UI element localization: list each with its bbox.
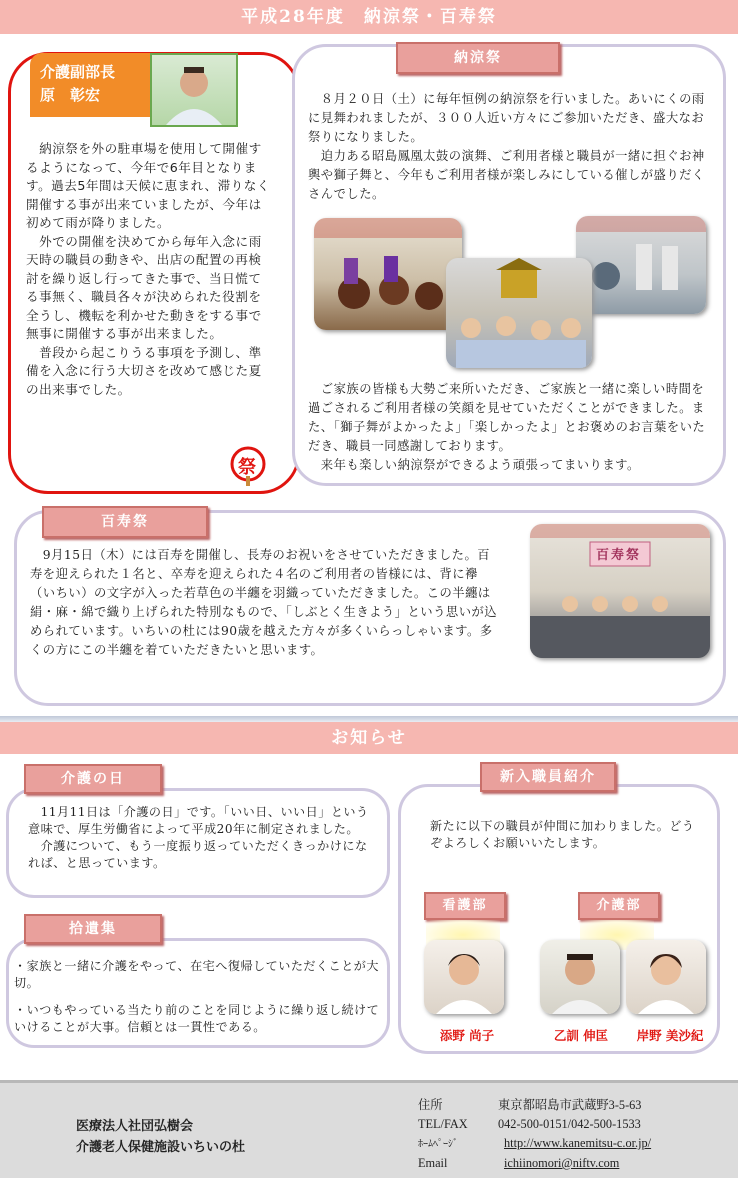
noryosai-outro-para: ご家族の皆様も大勢ご来所いただき、ご家族と一緒に楽しい時間を過ごされるご利用者様の笑顔を見せていただくことができました。また、「獅子舞がよかったよ」「楽しかったよ」とお褒めのお言葉をいただき、職員一同感謝しております。	[308, 382, 706, 453]
portrait-icon	[540, 940, 620, 1014]
essay-para: 納涼祭を外の駐車場を使用して開催するようになって、今年で6年目となります。過去5年間は天候に恵まれ、滞りなく開催する事が出来ていましたが、今年は初めて雨が降りました。	[26, 141, 270, 230]
org-name: 医療法人社団弘樹会	[76, 1119, 194, 1134]
footer-org	[76, 1116, 245, 1158]
noryosai-intro-para: ８月２０日（土）に毎年恒例の納涼祭を行いました。あいにくの雨に見舞われましたが、３００人近い方々にご参加いただき、盛大なお祭りになりました。	[308, 92, 705, 144]
kaigo-day-text	[28, 804, 374, 872]
staff-photo	[626, 940, 706, 1014]
festival-stamp-icon	[228, 446, 268, 486]
portrait-icon	[626, 940, 706, 1014]
email-link[interactable]: ichiinomori@niftv.com	[504, 1156, 620, 1170]
hyakuju-banner-text: 百寿祭	[596, 548, 642, 563]
photo-shishimai	[576, 216, 706, 314]
shuiishu-list	[14, 958, 384, 1036]
shuiishu-item: ・家族と一緒に介護をやって、在宅へ復帰していただくことが大切。	[14, 959, 379, 990]
director-photo	[150, 53, 238, 127]
noryosai-outro-para: 来年も楽しい納涼祭ができるよう頑張ってまいります。	[308, 458, 640, 472]
shuiishu-heading: 拾遺集	[24, 914, 162, 944]
notice-title: お知らせ	[331, 728, 407, 748]
staff-name: 添野 尚子	[439, 1028, 495, 1043]
hyakujusai-text: 9月15日（木）には百寿を開催し、長寿のお祝いをさせていただきました。百寿を迎えられた１名と、卒寿を迎えられた４名のご利用者の皆様には、背に襷（いちい）の文字が入った若草色の半纏を羽織っていただきました。この半纏は絹・麻・綿で織り上げられた特別なもので、「しぶとく生きよう」という思いが込められています。いちいの杜には90歳を越えた方々が多くいらっしゃいます。多くの方にこの半纏を着ていただきたいと思います。	[30, 548, 498, 657]
director-role: 介護副部長	[40, 63, 116, 81]
web-label: ﾎｰﾑﾍﾟｰｼﾞ	[418, 1139, 458, 1150]
photo-hyakuju-stage	[530, 524, 710, 658]
hyakujusai-heading: 百寿祭	[42, 506, 208, 538]
staff-name: 岸野 美沙紀	[636, 1028, 704, 1043]
email-label: Email	[418, 1156, 448, 1170]
noryosai-heading: 納涼祭	[396, 42, 560, 74]
page-title: 平成28年度 納涼祭・百寿祭	[241, 7, 497, 27]
new-staff-intro: 新たに以下の職員が仲間に加わりました。どうぞよろしくお願いいたします。	[430, 819, 695, 850]
portrait-icon	[424, 940, 504, 1014]
kaigo-day-heading: 介護の日	[24, 764, 162, 794]
staff-photo	[424, 940, 504, 1014]
photo-taiko	[314, 218, 462, 330]
addr-value: 東京都昭島市武蔵野3-5-63	[498, 1098, 642, 1112]
kaigo-day-para: 介護について、もう一度振り返っていただくきっかけになれば、と思っています。	[28, 839, 368, 870]
new-staff-heading: 新入職員紹介	[480, 762, 616, 792]
staff-photo	[540, 940, 620, 1014]
essay-para: 外での開催を決めてから毎年入念に雨天時の職員の動きや、出店の配置の再検討を繰り返し行ってきた事で、当日慌てる事無く、職員各々が決められた役割を全うし、機転を利かせた動きをする事で無事に開催する事が出来ました。	[26, 233, 262, 341]
portrait-icon	[152, 55, 236, 125]
staff-name: 乙訓 伸匡	[553, 1028, 609, 1043]
director-name: 原 彰宏	[40, 86, 101, 104]
dept-care-label: 介護部	[578, 892, 660, 920]
dept-nursing-label: 看護部	[424, 892, 506, 920]
director-essay	[26, 140, 270, 399]
noryosai-intro-para: 迫力ある昭島鳳凰太鼓の演舞、ご利用者様と職員が一緒に担ぐお神輿や獅子舞と、今年もご利用者様が楽しみにしている催しが盛りだくさんでした。	[308, 149, 705, 201]
director-name-plate	[30, 53, 160, 117]
stamp-label: 祭	[238, 457, 256, 478]
kaigo-day-para: 11月11日は「介護の日」です。「いい日、いい日」という意味で、厚生労働省によって平成20年に制定されました。	[28, 805, 369, 836]
tel-value: 042-500-0151/042-500-1533	[498, 1117, 641, 1131]
shuiishu-item: ・いつもやっている当たり前のことを同じように繰り返し続けていけることが大事。信頼とは一貫性である。	[14, 1003, 380, 1034]
noryosai-outro	[308, 380, 714, 475]
footer-contact	[418, 1096, 734, 1173]
header-banner	[0, 0, 738, 34]
notice-banner	[0, 722, 738, 754]
essay-para: 普段から起こりうる事項を予測し、準備を入念に行う大切さを改めて感じた夏の出来事でした。	[26, 344, 262, 397]
tel-label: TEL/FAX	[418, 1117, 468, 1131]
web-link[interactable]: http://www.kanemitsu-c.or.jp/	[504, 1136, 652, 1150]
noryosai-intro	[308, 90, 714, 204]
facility-name: 介護老人保健施設いちいの杜	[76, 1140, 246, 1155]
photo-mikoshi	[446, 258, 592, 368]
addr-label: 住所	[418, 1098, 443, 1112]
